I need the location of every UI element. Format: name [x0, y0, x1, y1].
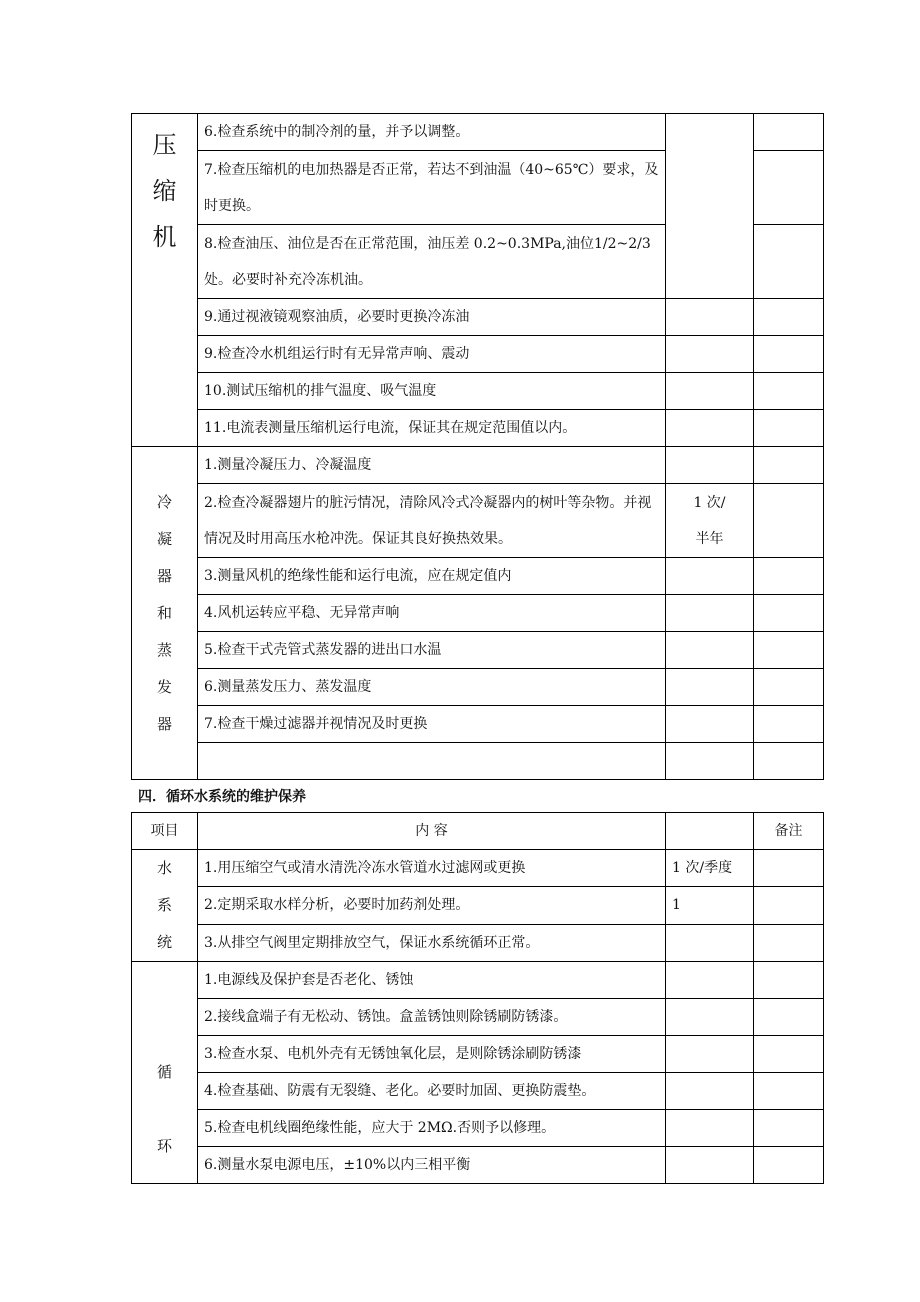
category-water-system	[132, 850, 198, 962]
freq-cell	[666, 299, 754, 336]
table-row	[132, 114, 824, 151]
remark-cell	[754, 1110, 824, 1147]
category-char: 冷	[156, 492, 172, 511]
table-row	[132, 484, 824, 558]
maintenance-table-water	[131, 812, 824, 1184]
remark-cell	[754, 336, 824, 373]
item-text: 10.测试压缩机的排气温度、吸气温度	[198, 373, 666, 410]
freq-cell	[666, 1073, 754, 1110]
table-row	[132, 336, 824, 373]
item-text: 1.电源线及保护套是否老化、锈蚀	[198, 962, 666, 999]
remark-cell	[754, 410, 824, 447]
table-row	[132, 1147, 824, 1184]
remark-cell	[754, 114, 824, 151]
freq-cell	[666, 962, 754, 999]
table-row	[132, 447, 824, 484]
category-compressor	[132, 114, 198, 447]
header-row	[132, 813, 824, 850]
item-text: 2.接线盒端子有无松动、锈蚀。盒盖锈蚀则除锈刷防锈漆。	[198, 999, 666, 1036]
category-char: 系	[156, 896, 172, 914]
table-row	[132, 595, 824, 632]
item-text: 2.检查冷凝器翅片的脏污情况，清除风冷式冷凝器内的树叶等杂物。并视情况及时用高压水枪冲洗。保证其良好换热效果。	[198, 484, 666, 558]
remark-cell	[754, 669, 824, 706]
freq-cell	[666, 410, 754, 447]
item-text: 1.用压缩空气或清水清洗冷冻水管道水过滤网或更换	[198, 850, 666, 887]
remark-cell	[754, 743, 824, 780]
category-char: 器	[156, 566, 172, 585]
item-text: 3.测量风机的绝缘性能和运行电流，应在规定值内	[198, 558, 666, 595]
item-text: 3.从排空气阀里定期排放空气，保证水系统循环正常。	[198, 924, 666, 961]
category-char: 器	[156, 714, 172, 733]
remark-cell	[754, 558, 824, 595]
remark-cell	[754, 299, 824, 336]
remark-cell	[754, 373, 824, 410]
item-text: 5.检查电机线圈绝缘性能，应大于 2MΩ.否则予以修理。	[198, 1110, 666, 1147]
freq-cell	[666, 484, 754, 558]
maintenance-table-chiller	[131, 113, 824, 780]
freq-cell	[666, 669, 754, 706]
item-text: 8.检查油压、油位是否在正常范围，油压差 0.2~0.3MPa,油位1/2~2/3 处。必要时补充冷冻机油。	[198, 225, 666, 299]
category-condenser-evaporator	[132, 447, 198, 780]
category-char: 缩	[152, 177, 177, 205]
freq-cell	[666, 1147, 754, 1184]
remark-cell	[754, 447, 824, 484]
freq-cell	[666, 999, 754, 1036]
item-text	[198, 743, 666, 780]
freq-cell	[666, 558, 754, 595]
category-char: 凝	[156, 529, 172, 548]
freq-cell	[666, 632, 754, 669]
remark-cell	[754, 1036, 824, 1073]
freq-cell	[666, 373, 754, 410]
category-char: 机	[152, 223, 177, 251]
remark-cell	[754, 1147, 824, 1184]
remark-cell	[754, 484, 824, 558]
item-text: 7.检查干燥过滤器并视情况及时更换	[198, 706, 666, 743]
table-row	[132, 299, 824, 336]
category-char: 统	[156, 933, 172, 951]
header-remark: 备注	[754, 813, 824, 850]
freq-cell	[666, 114, 754, 299]
section-title: 四．循环水系统的维护保养	[138, 789, 306, 805]
remark-cell	[754, 887, 824, 924]
category-circulation	[132, 962, 198, 1184]
remark-cell	[754, 962, 824, 999]
category-char: 发	[156, 677, 172, 696]
header-item: 项目	[132, 813, 198, 850]
table-row	[132, 1073, 824, 1110]
table-row	[132, 669, 824, 706]
item-text: 6.测量蒸发压力、蒸发温度	[198, 669, 666, 706]
header-frequency	[666, 813, 754, 850]
category-char: 循	[156, 1063, 172, 1081]
table-row	[132, 962, 824, 999]
header-content: 内 容	[198, 813, 666, 850]
frequency-text: 1 次/季度	[666, 850, 754, 887]
category-char: 蒸	[156, 640, 172, 659]
item-text: 4.检查基础、防震有无裂缝、老化。必要时加固、更换防震垫。	[198, 1073, 666, 1110]
remark-cell	[754, 1073, 824, 1110]
category-char: 环	[156, 1137, 172, 1155]
freq-cell	[666, 743, 754, 780]
table-row	[132, 410, 824, 447]
item-text: 9.通过视液镜观察油质，必要时更换冷冻油	[198, 299, 666, 336]
item-text: 4.风机运转应平稳、无异常声响	[198, 595, 666, 632]
remark-cell	[754, 999, 824, 1036]
category-char: 压	[152, 131, 177, 159]
item-text: 3.检查水泵、电机外壳有无锈蚀氧化层，是则除锈涂刷防锈漆	[198, 1036, 666, 1073]
frequency-text: 半年	[695, 530, 724, 547]
item-text: 11.电流表测量压缩机运行电流，保证其在规定范围值以内。	[198, 410, 666, 447]
category-char: 和	[156, 603, 172, 622]
freq-cell	[666, 447, 754, 484]
remark-cell	[754, 151, 824, 225]
table-row	[132, 999, 824, 1036]
item-text: 1.测量冷凝压力、冷凝温度	[198, 447, 666, 484]
remark-cell	[754, 595, 824, 632]
remark-cell	[754, 924, 824, 961]
item-text: 2.定期采取水样分析，必要时加药剂处理。	[198, 887, 666, 924]
freq-cell	[666, 1110, 754, 1147]
item-text: 7.检查压缩机的电加热器是否正常，若达不到油温（40~65℃）要求，及时更换。	[198, 151, 666, 225]
frequency-text	[666, 924, 754, 961]
category-char: 水	[156, 859, 172, 877]
item-text: 6.测量水泵电源电压，±10%以内三相平衡	[198, 1147, 666, 1184]
frequency-text: 1	[666, 887, 754, 924]
freq-cell	[666, 706, 754, 743]
table-row	[132, 558, 824, 595]
table-row	[132, 887, 824, 924]
remark-cell	[754, 706, 824, 743]
table-row	[132, 924, 824, 961]
freq-cell	[666, 336, 754, 373]
table-row	[132, 743, 824, 780]
remark-cell	[754, 225, 824, 299]
freq-cell	[666, 595, 754, 632]
item-text: 9.检查冷水机组运行时有无异常声响、震动	[198, 336, 666, 373]
table-row	[132, 1110, 824, 1147]
item-text: 5.检查干式壳管式蒸发器的进出口水温	[198, 632, 666, 669]
frequency-text: 1 次/	[693, 494, 726, 511]
table-row	[132, 632, 824, 669]
table-row	[132, 373, 824, 410]
freq-cell	[666, 1036, 754, 1073]
item-text: 6.检查系统中的制冷剂的量，并予以调整。	[198, 114, 666, 151]
table-row	[132, 1036, 824, 1073]
table-row	[132, 706, 824, 743]
remark-cell	[754, 850, 824, 887]
table-row	[132, 850, 824, 887]
remark-cell	[754, 632, 824, 669]
